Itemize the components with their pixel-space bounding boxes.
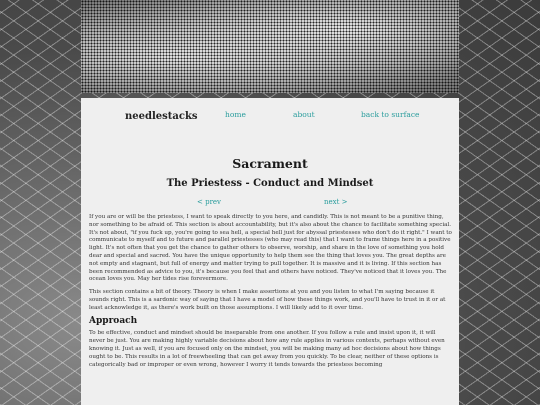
header-banner-image <box>81 0 459 93</box>
nav-link-back-to-surface[interactable]: back to surface <box>361 110 420 119</box>
next-link[interactable]: next > <box>324 198 348 206</box>
page-title: Sacrament <box>232 156 308 171</box>
nav-link-about[interactable]: about <box>293 110 315 119</box>
site-name: needlestacks <box>125 111 198 122</box>
nav-link-home[interactable]: home <box>225 110 246 119</box>
paragraph-approach: To be effective, conduct and mindset should be inseparable from one another. If you follow a rule and insist upon it, it will never be just. You are making highly variable decisions about how any rule applies in various contexts, perhaps without even knowing it. Just as well, if you are focused only on the mindset, you will be making many ad hoc decisions about how things ought to be. This results in a lot of freewheeling that can get away from you quickly. To be clear, neither of these options is categorically bad or improper or even wrong, however I worry it tends towards the priestess becoming <box>89 330 445 368</box>
article-body <box>89 214 452 374</box>
prev-link[interactable]: < prev <box>197 198 222 206</box>
paragraph-theory: This section contains a bit of theory. Theory is when I make assertions at you and you listen to what I'm saying because it sounds right. This is a sardonic way of saying that I have a model of how these things work, and you'll have to trust in it or at least acknowledge it, as there's work built on those assumptions. I will likely add to it over time. <box>89 289 446 311</box>
page-subtitle: The Priestess - Conduct and Mindset <box>166 178 374 189</box>
paragraph-intro: If you are or will be the priestess, I want to speak directly to you here, and candidly. This is not meant to be a punitive thing, nor something to be afraid of. This section is about accountability, but it's also about the chance to facilitate something special. It's not about, "if you fuck up, you're going to sea hell, a special hell just for abyssal priestesses who don't do it right." I want to communicate to myself and to future and parallel priestesses (who may read this) that I want to frame things here in a positive light. It's not often that you get the chance to gather others to observe, worship, and share in the love of something you hold dear and special and sacred. You have the unique opportunity to help them see the thing that loves you. The great depths are not empty and stagnant, but full of energy and matter trying to pull together. It is massive and it is living. If this section has been recommended as advice to you, it's because you feel that and others have noticed. They've noticed that it loves you. The ocean loves you. May her tides rise forevermore. <box>89 214 452 283</box>
section-heading-approach: Approach <box>89 315 138 326</box>
top-nav <box>81 98 459 138</box>
content-card <box>81 98 459 405</box>
